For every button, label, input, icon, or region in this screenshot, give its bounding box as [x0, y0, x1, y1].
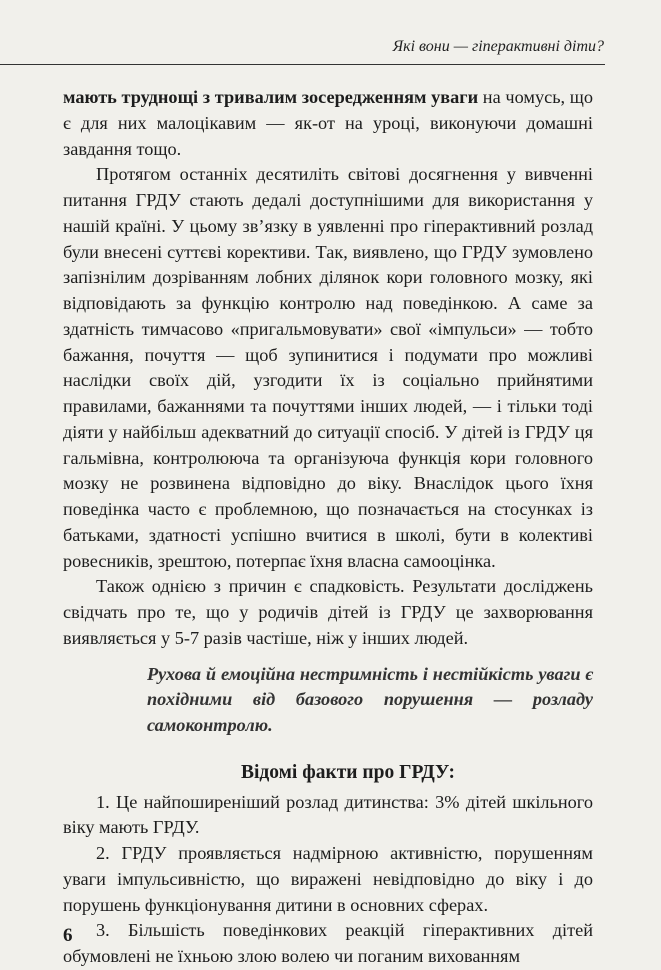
paragraph-1-rest: на чомусь, що є для них малоцікавим — як-от на уроці, виконуючи домашні завдання тощо. — [63, 87, 594, 159]
header-rule — [0, 64, 605, 65]
paragraph-2: Протягом останніх десятиліть світові досягнення у вивченні питання ГРДУ стають дедалі доступнішими для використання у нашій країні. У цьому зв’язку в уявленні про гіперактивний розлад були внесені суттєві корективи. Так, виявлено, що ГРДУ зумовлено запізнілим дозріванням лобних ділянок кори головного мозку, які відповідають за функцію контролю над поведінкою. А саме за здатність тимчасово «пригальмовувати» свої «імпульси» — тобто бажання, почуття — щоб зупинитися і подумати про можливі наслідки своїх дій, узгодити їх із соціально прийнятими правилами, бажаннями та почуттями інших людей, — і тільки тоді діяти у найбільш адекватний до ситуації спосіб. У дітей із ГРДУ ця гальмівна, контролююча та організуюча функція кори головного мозку не розвинена відповідно до віку. Внаслідок цього їхня поведінка часто є проблемною, що позначається на стосунках із батьками, здатності успішно вчитися в школі, бути в колективі ровесників, зрештою, потерпає їхня власна самооцінка. — [63, 164, 593, 571]
facts-title: Відомі факти про ГРДУ: — [240, 761, 456, 783]
body-text — [63, 85, 593, 970]
fact-item-2: 2. ГРДУ проявляється надмірною активністю, порушенням уваги імпульсивністю, що виражені невідповідно до віку і до порушень функціонування дитини в основних сферах. — [63, 843, 593, 915]
paragraph-1-bold: мають труднощі з тривалим зосередженням уваги — [63, 87, 479, 107]
fact-item-3: 3. Більшість поведінкових реакцій гіперактивних дітей обумовлені не їхньою злою волею чи поганим вихованням — [63, 920, 593, 966]
page-number: 6 — [63, 925, 73, 946]
paragraph-1 — [63, 85, 593, 162]
paragraph-3: Також однією з причин є спадковість. Результати досліджень свідчать про те, що у родичів дітей із ГРДУ це захворювання виявляється у 5-7 разів частіше, ніж у інших людей. — [63, 576, 593, 648]
running-header: Які вони — гіперактивні діти? — [392, 38, 604, 55]
callout-quote: Рухова й емоційна нестримність і нестійкість уваги є похідними від базового порушення — розладу самоконтролю. — [147, 663, 593, 735]
fact-item-1: 1. Це найпоширеніший розлад дитинства: 3% дітей шкільного віку мають ГРДУ. — [63, 791, 593, 838]
